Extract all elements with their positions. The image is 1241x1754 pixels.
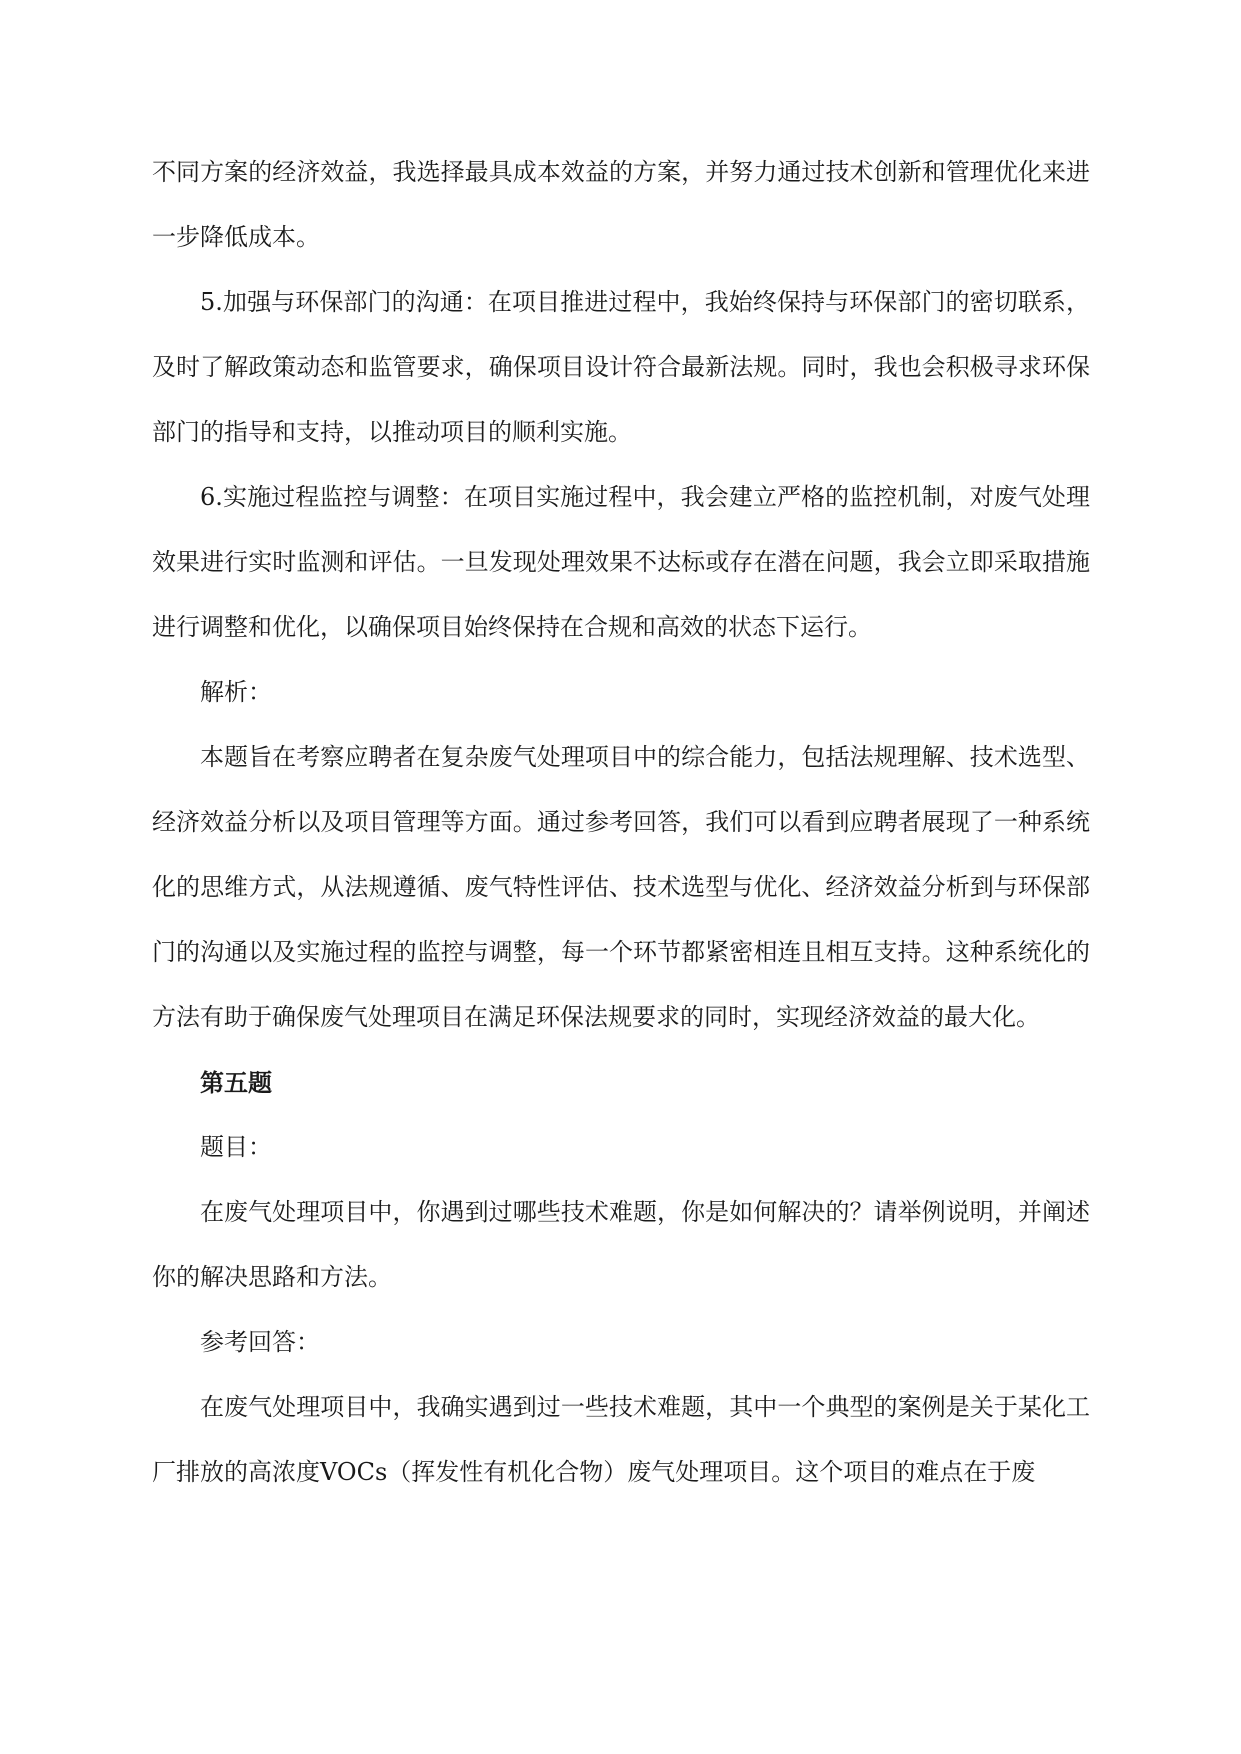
- paragraph-item-6: 6.实施过程监控与调整：在项目实施过程中，我会建立严格的监控机制，对废气处理效果进行实时监测和评估。一旦发现处理效果不达标或存在潜在问题，我会立即采取措施进行调整和优化，以确保项目始终保持在合规和高效的状态下运行。: [152, 483, 1090, 641]
- answer-text: 在废气处理项目中，我确实遇到过一些技术难题，其中一个典型的案例是关于某化工厂排放的高浓度VOCs（挥发性有机化合物）废气处理项目。这个项目的难点在于废: [152, 1393, 1090, 1486]
- section-heading: 第五题: [200, 1068, 272, 1097]
- question-label: 题目：: [200, 1133, 272, 1161]
- answer-label: 参考回答：: [200, 1328, 320, 1356]
- analysis-label: 解析：: [200, 678, 272, 706]
- analysis-text: 本题旨在考察应聘者在复杂废气处理项目中的综合能力，包括法规理解、技术选型、经济效益分析以及项目管理等方面。通过参考回答，我们可以看到应聘者展现了一种系统化的思维方式，从法规遵循、废气特性评估、技术选型与优化、经济效益分析到与环保部门的沟通以及实施过程的监控与调整，每一个环节都紧密相连且相互支持。这种系统化的方法有助于确保废气处理项目在满足环保法规要求的同时，实现经济效益的最大化。: [152, 743, 1090, 1031]
- document-body: [152, 140, 1090, 1505]
- question-text: 在废气处理项目中，你遇到过哪些技术难题，你是如何解决的？请举例说明，并阐述你的解决思路和方法。: [152, 1198, 1090, 1291]
- paragraph-item-5: 5.加强与环保部门的沟通：在项目推进过程中，我始终保持与环保部门的密切联系，及时了解政策动态和监管要求，确保项目设计符合最新法规。同时，我也会积极寻求环保部门的指导和支持，以推动项目的顺利实施。: [152, 288, 1090, 446]
- paragraph-continuation: 不同方案的经济效益，我选择最具成本效益的方案，并努力通过技术创新和管理优化来进一步降低成本。: [152, 158, 1090, 251]
